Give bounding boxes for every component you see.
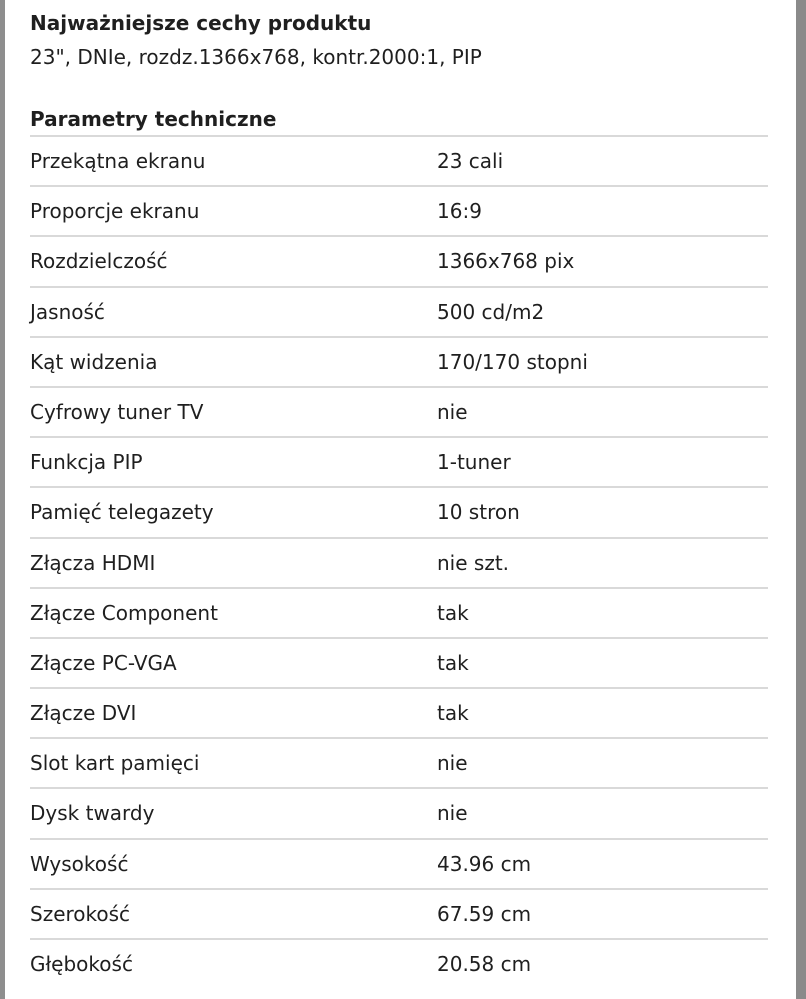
parameter-value: tak bbox=[437, 600, 469, 625]
parameter-value: 10 stron bbox=[437, 500, 520, 525]
parameter-label: Cyfrowy tuner TV bbox=[30, 399, 204, 424]
table-row bbox=[30, 386, 768, 436]
parameter-label: Dysk twardy bbox=[30, 801, 155, 826]
parameter-label: Wysokość bbox=[30, 851, 129, 876]
parameter-value: 500 cd/m2 bbox=[437, 299, 545, 324]
table-row bbox=[30, 737, 768, 787]
table-row bbox=[30, 687, 768, 737]
parameter-value: nie bbox=[437, 801, 468, 826]
parameter-value: 43.96 cm bbox=[437, 851, 532, 876]
table-row bbox=[30, 938, 768, 988]
parameter-value: nie bbox=[437, 399, 468, 424]
parameter-value: 20.58 cm bbox=[437, 952, 532, 976]
parameter-label: Kąt widzenia bbox=[30, 349, 158, 374]
table-row bbox=[30, 537, 768, 587]
table-row bbox=[30, 486, 768, 536]
table-row bbox=[30, 286, 768, 336]
parameter-value: 16:9 bbox=[437, 199, 482, 224]
parameter-value: nie szt. bbox=[437, 550, 510, 575]
features-summary: 23", DNIe, rozdz.1366x768, kontr.2000:1, PIP bbox=[30, 45, 482, 69]
features-heading: Najważniejsze cechy produktu bbox=[30, 11, 372, 35]
parameters-table bbox=[30, 135, 768, 988]
table-row bbox=[30, 637, 768, 687]
parameter-label: Pamięć telegazety bbox=[30, 500, 214, 525]
parameter-label: Przekątna ekranu bbox=[30, 149, 206, 173]
table-row bbox=[30, 838, 768, 888]
parameter-value: 1-tuner bbox=[437, 450, 511, 475]
table-row bbox=[30, 436, 768, 486]
parameter-label: Szerokość bbox=[30, 901, 131, 926]
parameter-label: Złącze Component bbox=[30, 600, 218, 625]
parameter-label: Złącza HDMI bbox=[30, 550, 156, 575]
parameter-value: 170/170 stopni bbox=[437, 349, 588, 374]
table-row bbox=[30, 185, 768, 235]
parameter-label: Funkcja PIP bbox=[30, 450, 143, 475]
parameter-value: 23 cali bbox=[437, 149, 504, 173]
parameter-value: tak bbox=[437, 650, 469, 675]
parameter-label: Proporcje ekranu bbox=[30, 199, 200, 224]
table-row bbox=[30, 787, 768, 837]
parameter-label: Złącze PC-VGA bbox=[30, 650, 177, 675]
table-row bbox=[30, 888, 768, 938]
parameters-heading: Parametry techniczne bbox=[30, 107, 277, 131]
table-row bbox=[30, 235, 768, 285]
parameter-label: Rozdzielczość bbox=[30, 249, 168, 274]
parameter-label: Jasność bbox=[30, 299, 105, 324]
parameter-label: Złącze DVI bbox=[30, 701, 137, 726]
table-row bbox=[30, 587, 768, 637]
parameter-label: Głębokość bbox=[30, 952, 133, 976]
parameter-value: 67.59 cm bbox=[437, 901, 532, 926]
parameter-value: nie bbox=[437, 751, 468, 776]
parameter-label: Slot kart pamięci bbox=[30, 751, 200, 776]
table-row bbox=[30, 336, 768, 386]
parameter-value: 1366x768 pix bbox=[437, 249, 575, 274]
table-row bbox=[30, 135, 768, 185]
parameter-value: tak bbox=[437, 701, 469, 726]
